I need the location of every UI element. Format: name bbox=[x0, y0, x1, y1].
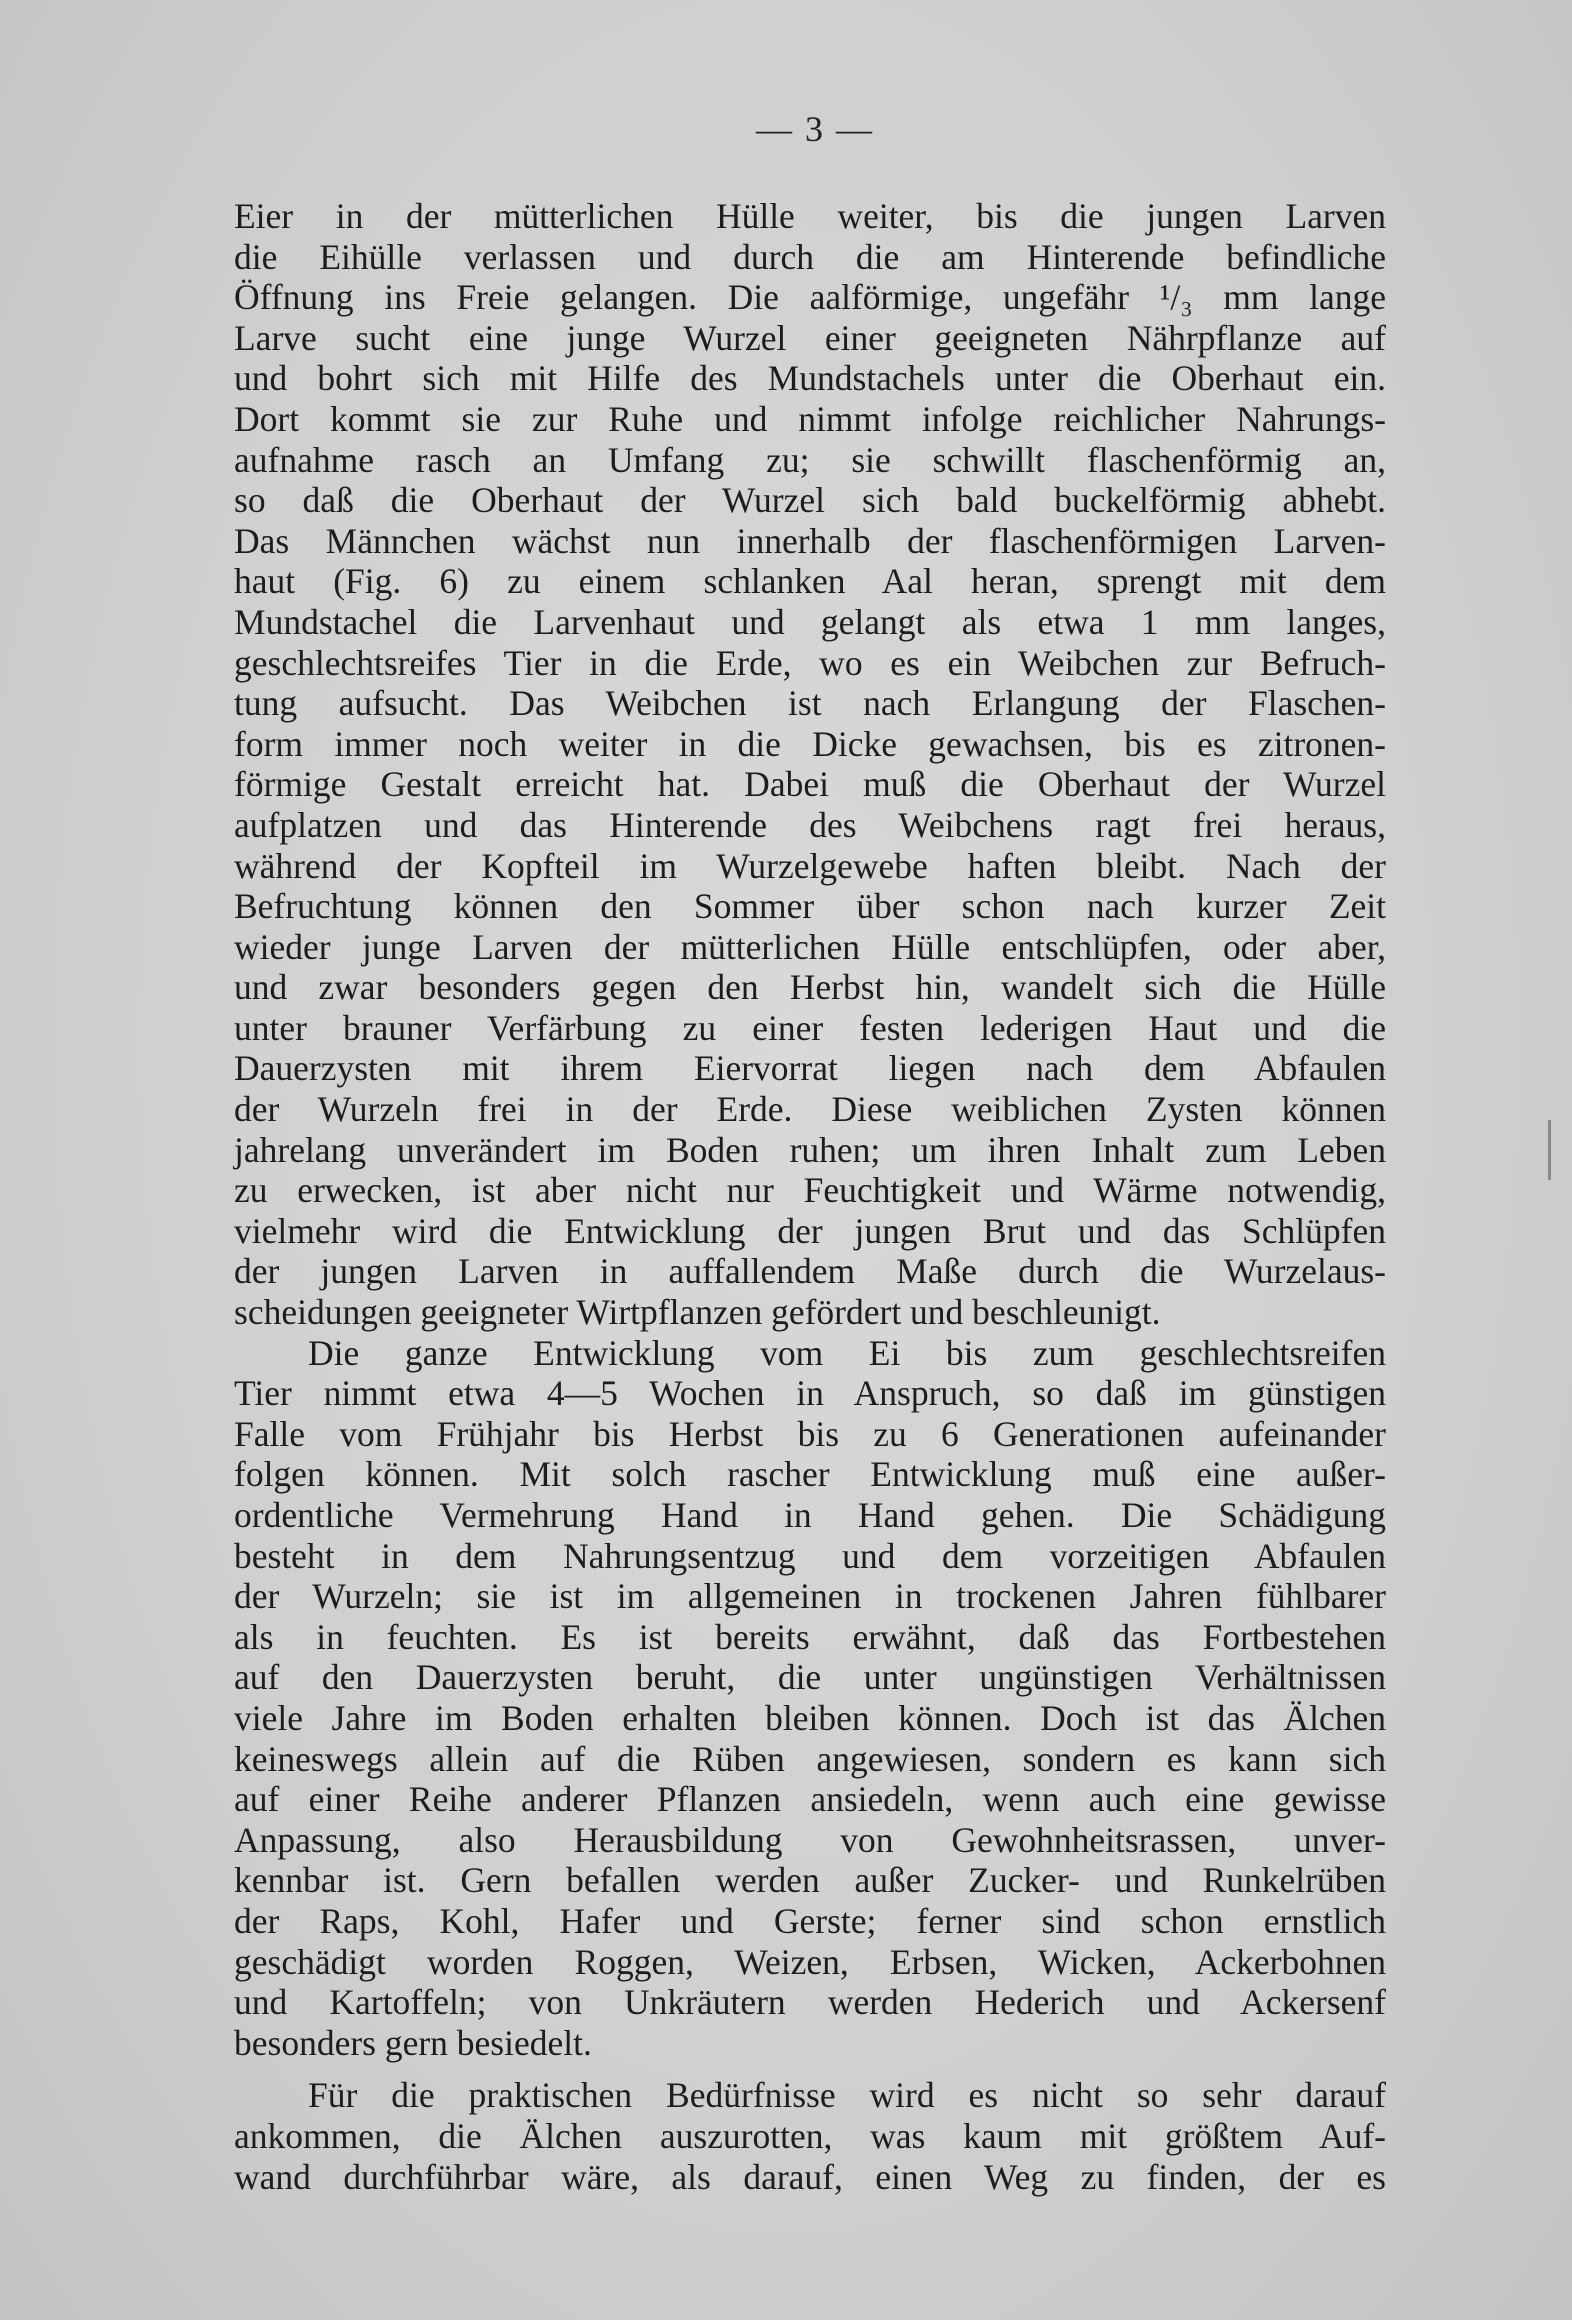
text-line: form immer noch weiter in die Dicke gewachsen, bis es zitronen- bbox=[234, 723, 1386, 764]
text-line: so daß die Oberhaut der Wurzel sich bald buckelförmig abhebt. bbox=[234, 480, 1386, 521]
paragraph bbox=[234, 1333, 1386, 2064]
text-line: geschlechtsreifes Tier in die Erde, wo es ein Weibchen zur Befruch- bbox=[234, 642, 1386, 683]
text-line: besteht in dem Nahrungsentzug und dem vorzeitigen Abfaulen bbox=[234, 1535, 1386, 1576]
text-line: wieder junge Larven der mütterlichen Hülle entschlüpfen, oder aber, bbox=[234, 926, 1386, 967]
text-line: Mundstachel die Larvenhaut und gelangt als etwa 1 mm langes, bbox=[234, 601, 1386, 642]
text-line: aufplatzen und das Hinterende des Weibchens ragt frei heraus, bbox=[234, 804, 1386, 845]
text-line: während der Kopfteil im Wurzelgewebe haften bleibt. Nach der bbox=[234, 845, 1386, 886]
text-line: jahrelang unverändert im Boden ruhen; um ihren Inhalt zum Leben bbox=[234, 1129, 1386, 1170]
text-line: und bohrt sich mit Hilfe des Mundstachels unter die Oberhaut ein. bbox=[234, 358, 1386, 399]
text-line: besonders gern besiedelt. bbox=[234, 2022, 592, 2063]
text-line: auf einer Reihe anderer Pflanzen ansiedeln, wenn auch eine gewisse bbox=[234, 1779, 1386, 1820]
text-line: scheidungen geeigneter Wirtpflanzen gefördert und beschleunigt. bbox=[234, 1292, 1161, 1333]
text-line: Eier in der mütterlichen Hülle weiter, bis die jungen Larven bbox=[234, 196, 1386, 236]
text-line: wand durchführbar wäre, als darauf, einen Weg zu finden, der es bbox=[234, 2156, 1386, 2197]
margin-mark bbox=[1548, 1120, 1551, 1180]
text-line: haut (Fig. 6) zu einem schlanken Aal heran, sprengt mit dem bbox=[234, 561, 1386, 602]
text-line: Die ganze Entwicklung vom Ei bis zum geschlechtsreifen bbox=[308, 1332, 1386, 1373]
text-line: folgen können. Mit solch rascher Entwicklung muß eine außer- bbox=[234, 1454, 1386, 1495]
paragraph bbox=[234, 196, 1386, 1333]
text-line: und Kartoffeln; von Unkräutern werden Hederich und Ackersenf bbox=[234, 1982, 1386, 2023]
paragraph bbox=[234, 2075, 1386, 2197]
text-line: der Wurzeln frei in der Erde. Diese weiblichen Zysten können bbox=[234, 1089, 1386, 1130]
text-line: Für die praktischen Bedürfnisse wird es nicht so sehr darauf bbox=[308, 2075, 1386, 2116]
text-line: geschädigt worden Roggen, Weizen, Erbsen, Wicken, Ackerbohnen bbox=[234, 1941, 1386, 1982]
text-line: der Wurzeln; sie ist im allgemeinen in trockenen Jahren fühlbarer bbox=[234, 1576, 1386, 1617]
text-line: tung aufsucht. Das Weibchen ist nach Erlangung der Flaschen- bbox=[234, 683, 1386, 724]
text-line: der Raps, Kohl, Hafer und Gerste; ferner sind schon ernstlich bbox=[234, 1900, 1386, 1941]
text-line: förmige Gestalt erreicht hat. Dabei muß die Oberhaut der Wurzel bbox=[234, 764, 1386, 805]
text-line: auf den Dauerzysten beruht, die unter ungünstigen Verhältnissen bbox=[234, 1657, 1386, 1698]
text-line: Falle vom Frühjahr bis Herbst bis zu 6 Generationen aufeinander bbox=[234, 1413, 1386, 1454]
text-line: zu erwecken, ist aber nicht nur Feuchtigkeit und Wärme notwendig, bbox=[234, 1170, 1386, 1211]
text-line: die Eihülle verlassen und durch die am Hinterende befindliche bbox=[234, 236, 1386, 277]
text-line: unter brauner Verfärbung zu einer festen lederigen Haut und die bbox=[234, 1007, 1386, 1048]
text-line: Öffnung ins Freie gelangen. Die aalförmige, ungefähr ¹/₃ mm lange bbox=[234, 277, 1386, 318]
text-line: Befruchtung können den Sommer über schon nach kurzer Zeit bbox=[234, 886, 1386, 927]
text-line: ankommen, die Älchen auszurotten, was kaum mit größtem Auf- bbox=[234, 2115, 1386, 2156]
text-line: Larve sucht eine junge Wurzel einer geeigneten Nährpflanze auf bbox=[234, 317, 1386, 358]
text-line: keineswegs allein auf die Rüben angewiesen, sondern es kann sich bbox=[234, 1738, 1386, 1779]
text-line: und zwar besonders gegen den Herbst hin, wandelt sich die Hülle bbox=[234, 967, 1386, 1008]
text-line: aufnahme rasch an Umfang zu; sie schwillt flaschenförmig an, bbox=[234, 439, 1386, 480]
body-text bbox=[234, 196, 1386, 2197]
text-line: ordentliche Vermehrung Hand in Hand gehen. Die Schädigung bbox=[234, 1495, 1386, 1535]
text-line: Anpassung, also Herausbildung von Gewohnheitsrassen, unver- bbox=[234, 1819, 1386, 1860]
text-line: vielmehr wird die Entwicklung der jungen Brut und das Schlüpfen bbox=[234, 1210, 1386, 1251]
text-line: kennbar ist. Gern befallen werden außer Zucker- und Runkelrüben bbox=[234, 1860, 1386, 1901]
page-number: — 3 — bbox=[756, 109, 874, 149]
text-line: als in feuchten. Es ist bereits erwähnt, daß das Fortbestehen bbox=[234, 1616, 1386, 1657]
text-line: Dort kommt sie zur Ruhe und nimmt infolge reichlicher Nahrungs- bbox=[234, 398, 1386, 439]
text-line: Tier nimmt etwa 4—5 Wochen in Anspruch, so daß im günstigen bbox=[234, 1373, 1386, 1414]
text-line: der jungen Larven in auffallendem Maße durch die Wurzelaus- bbox=[234, 1251, 1386, 1292]
text-line: viele Jahre im Boden erhalten bleiben können. Doch ist das Älchen bbox=[234, 1697, 1386, 1738]
text-line: Das Männchen wächst nun innerhalb der flaschenförmigen Larven- bbox=[234, 520, 1386, 561]
text-line: Dauerzysten mit ihrem Eiervorrat liegen nach dem Abfaulen bbox=[234, 1048, 1386, 1089]
